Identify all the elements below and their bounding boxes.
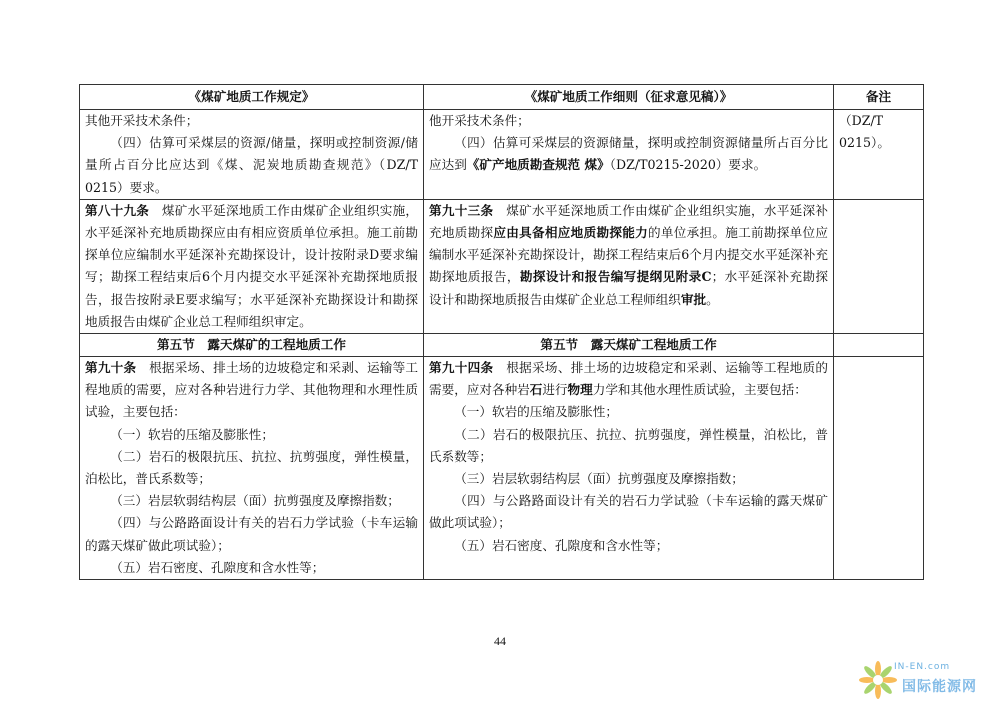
header-current-regulation: 《煤矿地质工作规定》 [80, 85, 424, 110]
section-title-left: 第五节 露天煤矿的工程地质工作 [80, 334, 424, 357]
text-run: 力学和其他水理性质试验，主要包括： [592, 382, 807, 398]
text-paragraph [429, 200, 828, 311]
table-header-row [80, 85, 924, 110]
cell-left [80, 110, 424, 200]
text-paragraph [85, 200, 418, 333]
bold-text-run: 勘探设计和报告编写提纲见附录C [519, 269, 712, 285]
cell-note [834, 199, 924, 333]
bold-text-run: 石 [529, 382, 543, 398]
article-number: 第九十四条 [429, 360, 494, 376]
bold-text-run: 物理 [567, 382, 593, 398]
comparison-table [79, 84, 924, 580]
list-item: （三）岩层软弱结构层（面）抗剪强度及摩擦指数； [110, 493, 400, 509]
text-paragraph [429, 357, 828, 401]
cell-left [80, 357, 424, 580]
cell-note [834, 357, 924, 580]
watermark-logo [858, 660, 998, 704]
text-line: 其他开采技术条件； [85, 113, 199, 128]
header-draft-rules: 《煤矿地质工作细则（征求意见稿）》 [424, 85, 834, 110]
section-title-right: 第五节 露天煤矿工程地质工作 [424, 334, 834, 357]
text-run: （DZ/T0215-2020）要求。 [609, 157, 767, 173]
list-item: （三）岩层软弱结构层（面）抗剪强度及摩擦指数； [454, 471, 744, 487]
text-run: 。 [706, 291, 719, 307]
bold-text-run: 审批 [680, 291, 707, 307]
table-row [80, 110, 924, 200]
article-number: 第九十三条 [429, 202, 494, 218]
section-row [80, 334, 924, 357]
article-number: 第八十九条 [85, 202, 150, 218]
text-run: （四）估算可采煤层的资源储量，探明或控制资源储量所占百分比应达到 [429, 135, 828, 173]
header-remarks: 备注 [834, 85, 924, 110]
table-row [80, 357, 924, 580]
table-row [80, 199, 924, 333]
list-item: （二）岩石的极限抗压、抗拉、抗剪强度，弹性模量，泊松比，普氏系数等； [85, 448, 418, 487]
text-run: 的单位承担。施工前勘探单位应编制水平延深补充勘探设计，勘探工程结束后6个月内提交水平延深补充勘探地质报告， [429, 225, 829, 285]
cell-left [80, 199, 424, 333]
list-item: （五）岩石密度、孔隙度和含水性等； [454, 537, 669, 553]
text-line: 他开采技术条件； [429, 113, 530, 128]
watermark-url: IN-EN.com [894, 662, 951, 672]
text-run: ；水平延深补充勘探设计和勘探地质报告由煤矿企业总工程师组织 [429, 269, 829, 307]
list-item: （四）与公路路面设计有关的岩石力学试验（卡车运输的露天煤矿做此项试验）； [85, 515, 418, 553]
text-paragraph [85, 357, 418, 424]
text-run: 根据采场、排土场的边坡稳定和采剥、运输等工程地质的需要，应对各种岩进行力学、其他物理和水理性质试验，主要包括： [85, 360, 419, 420]
text-run: 进行 [542, 382, 568, 398]
text-run: 煤矿水平延深地质工作由煤矿企业组织实施，水平延深补充地质勘探 [429, 202, 829, 241]
sun-logo-icon [858, 660, 898, 700]
article-number: 第九十条 [85, 360, 137, 376]
note-text: （DZ/T 0215）。 [839, 113, 890, 151]
text-paragraph: （四）估算可采煤层的资源/储量，探明或控制资源/储量所占百分比应达到《煤、泥炭地质勘查规范》（DZ/T 0215）要求。 [85, 135, 418, 195]
text-run: 根据采场、排土场的边坡稳定和采剥、运输等工程地质的需要，应对各种岩 [429, 360, 829, 398]
text-run: 煤矿水平延深地质工作由煤矿企业组织实施，水平延深补充地质勘探应由有相应资质单位承担。施工前勘探单位应编制水平延深补充勘探设计，设计按附录D要求编写；勘探工程结束后6个月内提交水平延深补充勘探地质报告，报告按附录E要求编写；水平延深补充勘探设计和勘探地质报告由煤矿企业总工程师组织审定。 [85, 202, 419, 329]
bold-text-run: 应由具备相应地质勘探能力 [493, 225, 648, 241]
cell-note [834, 110, 924, 200]
list-item: （二）岩石的极限抗压、抗拉、抗剪强度，弹性模量，泊松比，普氏系数等； [429, 426, 828, 464]
cell-right [424, 110, 834, 200]
page-number: 44 [494, 634, 506, 648]
text-paragraph [429, 132, 828, 176]
cell-right [424, 357, 834, 580]
list-item: （一）软岩的压缩及膨胀性； [454, 404, 618, 420]
cell-note [834, 334, 924, 357]
cell-right [424, 199, 834, 333]
bold-text-run: 《矿产地质勘查规范 煤》 [466, 157, 610, 173]
list-item: （四）与公路路面设计有关的岩石力学试验（卡车运输的露天煤矿做此项试验）； [429, 493, 828, 531]
watermark-name: 国际能源网 [902, 679, 977, 695]
list-item: （五）岩石密度、孔隙度和含水性等； [110, 559, 325, 575]
list-item: （一）软岩的压缩及膨胀性； [110, 426, 274, 442]
